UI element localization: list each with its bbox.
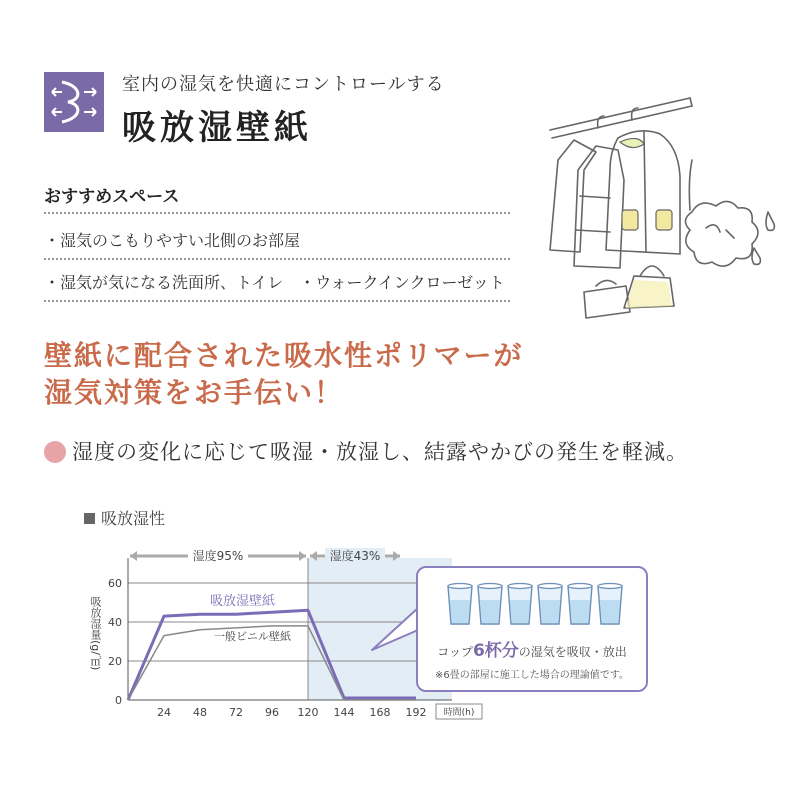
humidity-arrows-icon xyxy=(48,76,100,128)
cup-rim xyxy=(478,584,502,589)
cups-caption-highlight: 6杯分 xyxy=(472,641,519,661)
cups-caption xyxy=(418,636,646,661)
x-tick-label: 144 xyxy=(333,706,355,719)
cup-water xyxy=(480,600,500,623)
cups-note: ※6畳の部屋に施工した場合の理論値です。 xyxy=(435,670,629,681)
space-item: ・湿気が気になる洗面所、トイレ ・ウォークインクローゼット xyxy=(44,273,505,292)
divider xyxy=(44,258,510,260)
y-tick-label: 40 xyxy=(108,616,122,629)
y-tick-label: 0 xyxy=(115,694,122,707)
divider xyxy=(44,300,510,302)
cup-rim xyxy=(598,584,622,589)
x-tick-label: 96 xyxy=(265,706,279,719)
recommended-spaces-heading: おすすめスペース xyxy=(44,187,180,207)
humidity-control-logo xyxy=(44,72,104,132)
cups-caption-prefix: コップ xyxy=(437,645,473,659)
x-tick-label: 48 xyxy=(193,706,207,719)
catch-copy-line1: 壁紙に配合された吸水性ポリマーが xyxy=(44,339,524,372)
x-tick-label: 72 xyxy=(229,706,243,719)
phase-labels xyxy=(130,548,400,564)
page-subtitle: 室内の湿気を快適にコントロールする xyxy=(122,74,445,95)
cup-water xyxy=(450,600,470,623)
cup-rim xyxy=(508,584,532,589)
space-item: ・湿気のこもりやすい北側のお部屋 xyxy=(44,231,301,250)
phase-arrow-head xyxy=(299,551,306,561)
y-axis-label: 吸放湿量(g/㎡) xyxy=(89,596,102,671)
x-tick-label: 168 xyxy=(369,706,391,719)
cup-rim xyxy=(568,584,592,589)
phase-label: 湿度43% xyxy=(329,549,381,563)
closet-illustration xyxy=(540,80,790,320)
cup-water xyxy=(600,600,620,623)
divider xyxy=(44,212,510,214)
series-label-vinyl-wallpaper: 一般ビニル壁紙 xyxy=(214,629,291,643)
square-marker-icon xyxy=(84,513,95,524)
catch-copy-line2: 湿気対策をお手伝い！ xyxy=(44,376,345,409)
cup-rim xyxy=(538,584,562,589)
y-tick-label: 20 xyxy=(108,655,122,668)
x-tick-label: 24 xyxy=(157,706,171,719)
chart-title xyxy=(84,506,165,529)
bullet-dot-icon xyxy=(44,441,66,463)
chart-title-text: 吸放湿性 xyxy=(101,509,166,528)
cup-water xyxy=(510,600,530,623)
page-title: 吸放湿壁紙 xyxy=(122,108,312,148)
cup-water xyxy=(540,600,560,623)
cups-icon-row xyxy=(446,582,626,628)
cup-water xyxy=(570,600,590,623)
phase-arrow-head xyxy=(130,551,137,561)
cups-caption-suffix: の湿気を吸収・放出 xyxy=(518,645,627,659)
series-label-absorbent-wallpaper: 吸放湿壁紙 xyxy=(210,594,276,610)
cups-callout xyxy=(416,566,648,692)
feature-text: 湿度の変化に応じて吸湿・放湿し、結露やかびの発生を軽減。 xyxy=(72,440,688,464)
y-tick-label: 60 xyxy=(108,577,122,590)
cup-rim xyxy=(448,584,472,589)
phase-label: 湿度95% xyxy=(192,549,244,563)
x-tick-label: 120 xyxy=(297,706,319,719)
x-axis-label: 時間(h) xyxy=(443,708,475,718)
x-tick-label: 192 xyxy=(405,706,427,719)
